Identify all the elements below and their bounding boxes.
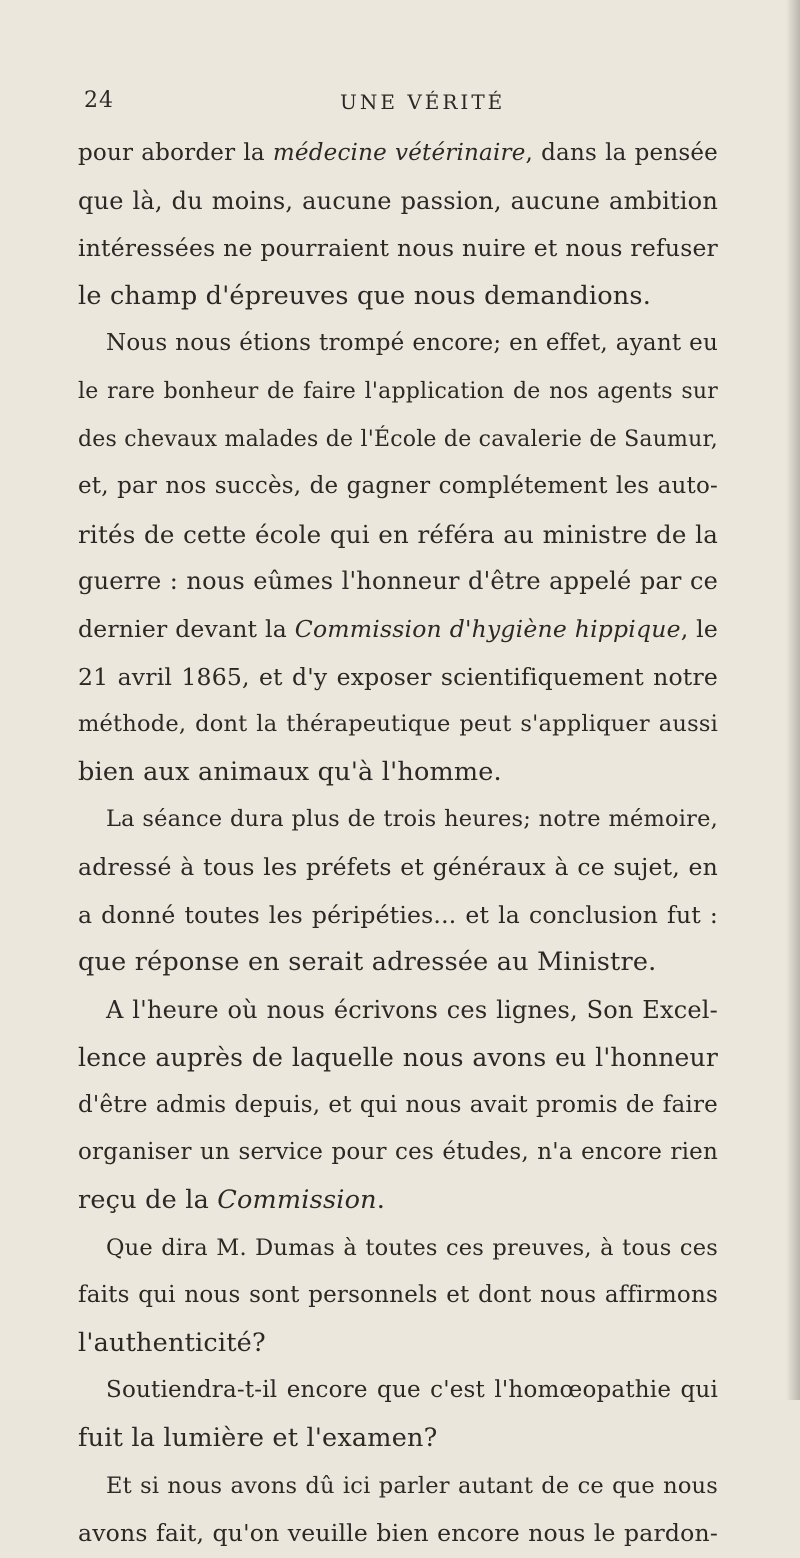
text-line: l'authenticité? (78, 1327, 266, 1358)
text-line: Soutiendra-t-il encore que c'est l'homœopathie qui (106, 1377, 718, 1404)
text-line: que là, du moins, aucune passion, aucune ambition (78, 186, 718, 215)
text-line: le champ d'épreuves que nous demandions. (78, 280, 652, 311)
text-line: dernier devant la Commission d'hygiène hippique, le (78, 614, 718, 643)
text-line: faits qui nous sont personnels et dont nous affirmons (78, 1282, 718, 1309)
text-line: 21 avril 1865, et d'y exposer scientifiquement notre (78, 662, 718, 691)
text-line: organiser un service pour ces études, n'a encore rien (78, 1139, 718, 1166)
text-line: méthode, dont la thérapeutique peut s'appliquer aussi (78, 711, 718, 738)
text-line: pour aborder la médecine vétérinaire, dans la pensée (78, 140, 718, 166)
page-body (78, 130, 718, 1558)
text-line: adressé à tous les préfets et généraux à ce sujet, en (78, 852, 718, 881)
text-line: guerre : nous eûmes l'honneur d'être appelé par ce (78, 567, 718, 596)
text-line: reçu de la Commission. (78, 1185, 386, 1216)
text-line: bien aux animaux qu'à l'homme. (78, 756, 502, 787)
text-line: A l'heure où nous écrivons ces lignes, Son Excel- (106, 995, 718, 1024)
text-line: a donné toutes les péripéties... et la conclusion fut : (78, 900, 718, 929)
text-line: et, par nos succès, de gagner complétement les auto- (78, 473, 718, 500)
page-number: 24 (84, 88, 114, 113)
text-line: avons fait, qu'on veuille bien encore nous le pardon- (78, 1519, 718, 1548)
text-line: intéressées ne pourraient nous nuire et nous refuser (78, 234, 718, 263)
text-line: rités de cette école qui en référa au ministre de la (78, 519, 718, 549)
text-line: fuit la lumière et l'examen? (78, 1423, 438, 1454)
text-line: le rare bonheur de faire l'application de nos agents sur (78, 378, 718, 404)
text-line: La séance dura plus de trois heures; notre mémoire, (106, 806, 718, 833)
text-line: que réponse en serait adressée au Ministre. (78, 947, 657, 978)
text-line: d'être admis depuis, et qui nous avait promis de faire (78, 1091, 718, 1118)
text-line: Que dira M. Dumas à toutes ces preuves, à tous ces (106, 1234, 718, 1261)
page-header (84, 88, 724, 124)
text-line: Et si nous avons dû ici parler autant de ce que nous (106, 1472, 718, 1499)
running-head: UNE VÉRITÉ (340, 90, 506, 114)
text-line: Nous nous étions trompé encore; en effet, ayant eu (106, 330, 718, 357)
text-line: lence auprès de laquelle nous avons eu l'honneur (78, 1043, 718, 1073)
page-edge-shadow (786, 0, 800, 1400)
text-line: des chevaux malades de l'École de cavalerie de Saumur, (78, 426, 718, 452)
